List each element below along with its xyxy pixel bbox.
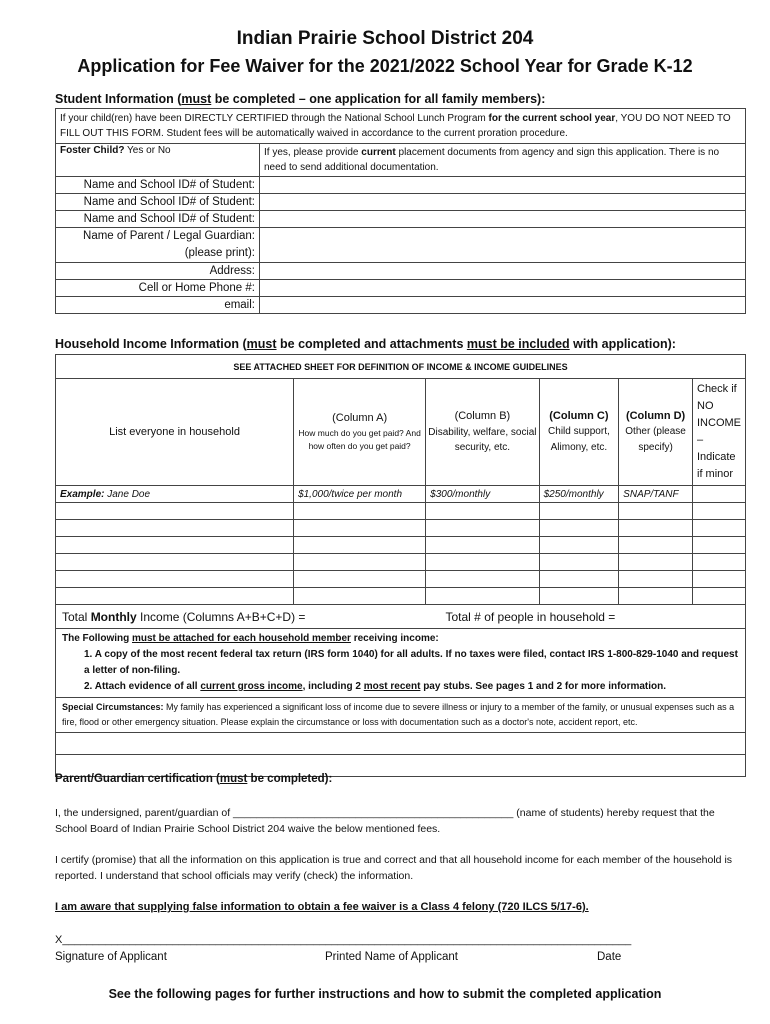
student-3-field[interactable] (260, 211, 746, 228)
income-guidelines-note: SEE ATTACHED SHEET FOR DEFINITION OF INCOME & INCOME GUIDELINES (56, 355, 746, 379)
direct-cert-notice: If your child(ren) have been DIRECTLY CERTIFIED through the National School Lunch Program for the current school year, YOU DO NOT NEED TO FILL OUT THIS FORM. Student fees will be automatically waived in accordance to the current proration procedure. (56, 109, 746, 144)
certification-heading: Parent/Guardian certification (must be completed): (55, 773, 333, 785)
table-row[interactable] (56, 588, 746, 605)
form-title: Application for Fee Waiver for the 2021/2022 School Year for Grade K-12 (77, 56, 693, 76)
table-row[interactable] (56, 520, 746, 537)
example-name: Example: Jane Doe (56, 486, 294, 503)
income-section-heading: Household Income Information (must be completed and attachments must be included with application): (55, 337, 676, 351)
col-household-header: List everyone in household (56, 379, 294, 486)
special-circumstances: Special Circumstances: My family has experienced a significant loss of income due to severe illness or injury to a member of the family, or unusual expenses such as a fire, flood or other emergency situation. Please explain the circumstance or loss with documentation such as a doctor's note, accident report, etc. (56, 698, 746, 733)
table-row[interactable] (56, 503, 746, 520)
col-no-income-header: Check if NO INCOME – Indicate if minor (693, 379, 746, 486)
email-label: email: (56, 297, 260, 314)
email-field[interactable] (260, 297, 746, 314)
student-1-label: Name and School ID# of Student: (56, 177, 260, 194)
student-info-table (55, 108, 746, 314)
printed-name-label: Printed Name of Applicant (325, 951, 458, 963)
col-a-header: (Column A) How much do you get paid? And how often do you get paid? (294, 379, 426, 486)
felony-warning: I am aware that supplying false information to obtain a fee waiver is a Class 4 felony (720 ILCS 5/17-6). (55, 901, 589, 913)
example-col-b: $300/monthly (426, 486, 539, 503)
example-col-c: $250/monthly (539, 486, 619, 503)
foster-child-question: Foster Child? Yes or No (56, 144, 260, 177)
student-3-label: Name and School ID# of Student: (56, 211, 260, 228)
table-row[interactable] (56, 571, 746, 588)
address-field[interactable] (260, 263, 746, 280)
footer-instructions: See the following pages for further instructions and how to submit the completed application (108, 987, 662, 1001)
signature-line[interactable]: X_____________________________________________________________________________________________ (55, 934, 632, 946)
table-row (56, 486, 746, 503)
col-c-header: (Column C) Child support, Alimony, etc. (539, 379, 619, 486)
guardian-field[interactable] (260, 228, 746, 263)
example-col-d: SNAP/TANF (619, 486, 693, 503)
address-label: Address: (56, 263, 260, 280)
certification-request: I, the undersigned, parent/guardian of ________________________________________________ (name of students) hereby request that the School Board of Indian Prairie School District 204 waive the below mentioned fees. (55, 807, 715, 835)
student-section-heading: Student Information (must be completed – one application for all family members): (55, 92, 546, 106)
table-row[interactable] (56, 554, 746, 571)
household-income-table (55, 354, 746, 777)
foster-child-instructions: If yes, please provide current placement documents from agency and sign this application. There is no need to send additional documentation. (260, 144, 746, 177)
attachment-item-2: 2. Attach evidence of all current gross income, including 2 most recent pay stubs. See pages 1 and 2 for more information. (84, 681, 667, 692)
date-label: Date (597, 951, 622, 963)
attachment-item-1: 1. A copy of the most recent federal tax return (IRS form 1040) for all adults. If no taxes were filed, contact IRS 1-800-829-1040 and request a letter of non-filing. (84, 649, 738, 676)
student-1-field[interactable] (260, 177, 746, 194)
col-d-header: (Column D) Other (please specify) (619, 379, 693, 486)
signature-label: Signature of Applicant (55, 951, 167, 963)
phone-label: Cell or Home Phone #: (56, 280, 260, 297)
certification-promise: I certify (promise) that all the information on this application is true and correct and that all household income for each member of the household is reported. I understand that school officials may verify (check) the information. (55, 854, 733, 882)
student-2-label: Name and School ID# of Student: (56, 194, 260, 211)
district-title: Indian Prairie School District 204 (236, 28, 534, 49)
col-b-header: (Column B) Disability, welfare, social security, etc. (426, 379, 539, 486)
example-col-e (693, 486, 746, 503)
student-2-field[interactable] (260, 194, 746, 211)
example-col-a: $1,000/twice per month (294, 486, 426, 503)
guardian-label: Name of Parent / Legal Guardian: (please print): (56, 228, 260, 263)
special-circumstances-line-1[interactable] (56, 733, 746, 755)
phone-field[interactable] (260, 280, 746, 297)
attachments-required: The Following must be attached for each household member receiving income: 1. A copy of the most recent federal tax return (IRS form 1040) for all adults. If no taxes were filed, contact IRS 1-800-829-1040 and request a letter of non-filing. 2. Attach evidence of all current gross income, including 2 most recent pay stubs. See pages 1 and 2 for more information. (56, 629, 746, 698)
total-people-label: Total # of people in household = (445, 609, 616, 624)
total-income-row: Total Monthly Income (Columns A+B+C+D) = Total # of people in household = (56, 605, 746, 629)
table-row[interactable] (56, 537, 746, 554)
